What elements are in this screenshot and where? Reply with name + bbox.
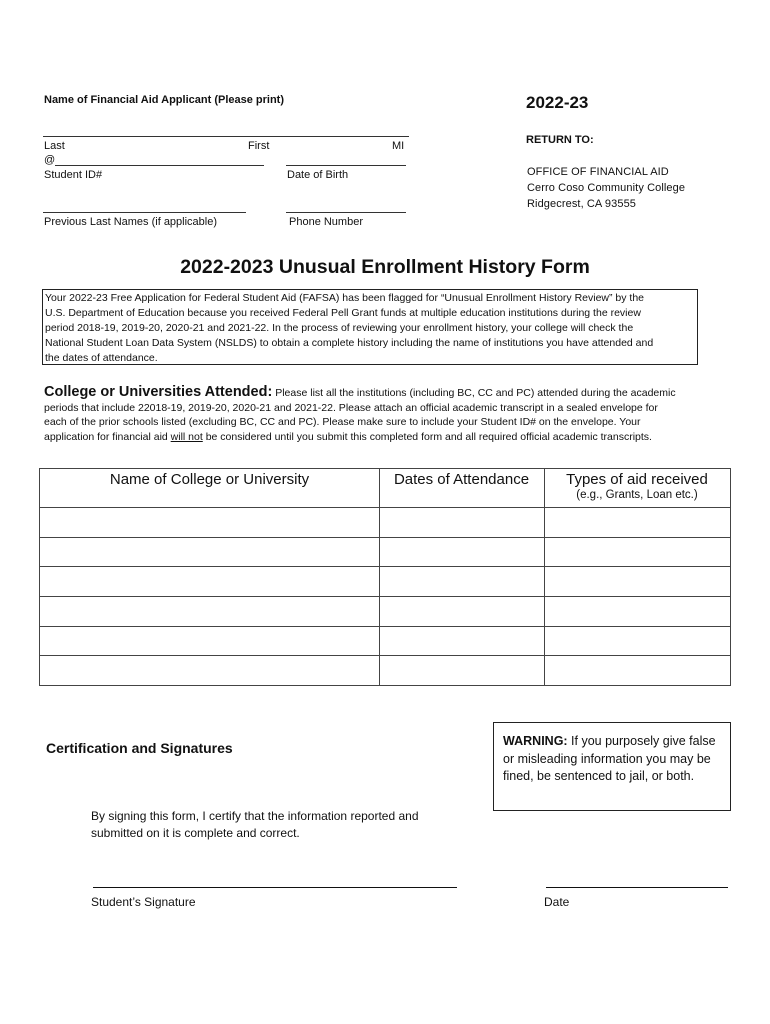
aid-types-column-header: Types of aid received bbox=[566, 471, 708, 488]
warning-label: WARNING: bbox=[503, 734, 568, 748]
colleges-instructions bbox=[44, 385, 744, 444]
first-name-label: First bbox=[248, 140, 270, 152]
aid-year: 2022-23 bbox=[526, 93, 589, 112]
certification-statement bbox=[91, 808, 419, 842]
intro-line: the dates of attendance. bbox=[45, 352, 158, 364]
dates-attendance-column-header: Dates of Attendance bbox=[393, 471, 530, 488]
column-divider bbox=[544, 469, 545, 685]
at-sign: @ bbox=[44, 154, 56, 166]
intro-line: U.S. Department of Education because you received Federal Pell Grant funds at multiple education institutions during the review bbox=[45, 307, 641, 319]
previous-last-names-label: Previous Last Names (if applicable) bbox=[44, 216, 218, 228]
table-row[interactable] bbox=[40, 655, 730, 656]
warning-line bbox=[503, 733, 730, 751]
colleges-line: each of the prior schools listed (excluding BC, CC and PC). Please make sure to include your Student ID# on the envelope. Your bbox=[44, 416, 641, 428]
date-signature-line[interactable] bbox=[546, 887, 728, 888]
table-row[interactable] bbox=[40, 537, 730, 538]
warning-line: fined, be sentenced to jail, or both. bbox=[503, 769, 695, 783]
date-of-birth-input-line[interactable] bbox=[286, 165, 406, 166]
colleges-heading: College or Universities Attended: bbox=[44, 384, 273, 400]
phone-input-line[interactable] bbox=[286, 212, 406, 213]
student-id-input-line[interactable] bbox=[55, 165, 264, 166]
will-not-emphasis: will not bbox=[170, 430, 203, 443]
certification-heading: Certification and Signatures bbox=[46, 740, 233, 756]
previous-names-input-line[interactable] bbox=[43, 212, 246, 213]
college-name-column-header: Name of College or University bbox=[109, 471, 310, 488]
intro-line: period 2018-19, 2019-20, 2020-21 and 2021-22. In the process of reviewing your enrollment history, your college will check the bbox=[45, 322, 634, 334]
student-signature-label: Student’s Signature bbox=[91, 895, 196, 909]
return-to-label: RETURN TO: bbox=[526, 134, 594, 146]
form-title: 2022-2023 Unusual Enrollment History Form bbox=[180, 256, 590, 278]
table-row[interactable] bbox=[40, 596, 730, 597]
colleges-line: periods that include 22018-19, 2019-20, 2020-21 and 2021-22. Please attach an official academic transcript in a sealed envelope for bbox=[44, 401, 658, 414]
warning-line: or misleading information you may be bbox=[503, 751, 711, 766]
colleges-line bbox=[44, 430, 744, 445]
date-of-birth-label: Date of Birth bbox=[287, 169, 349, 181]
last-name-label: Last bbox=[44, 140, 65, 152]
table-row[interactable] bbox=[40, 566, 730, 567]
colleges-text: be considered until you submit this completed form and all required official academic transcripts. bbox=[202, 430, 652, 443]
middle-initial-label: MI bbox=[392, 140, 405, 152]
student-signature-line[interactable] bbox=[93, 887, 457, 888]
institutions-table bbox=[39, 468, 731, 686]
student-id-label: Student ID# bbox=[44, 169, 103, 181]
college-city: Ridgecrest, CA 93555 bbox=[527, 198, 637, 210]
table-row[interactable] bbox=[40, 507, 730, 508]
name-input-line[interactable] bbox=[43, 136, 409, 137]
college-name: Cerro Coso Community College bbox=[527, 182, 686, 194]
certify-line: By signing this form, I certify that the information reported and bbox=[91, 809, 419, 823]
table-row[interactable] bbox=[40, 626, 730, 627]
colleges-text: Please list all the institutions (including BC, CC and PC) attended during the academic bbox=[272, 387, 676, 399]
intro-notice-box bbox=[42, 289, 698, 365]
column-divider bbox=[379, 469, 380, 685]
intro-line: Your 2022-23 Free Application for Federal Student Aid (FAFSA) has been flagged for “Unusual Enrollment History Review” by the bbox=[45, 292, 645, 304]
date-label: Date bbox=[544, 895, 570, 909]
colleges-line bbox=[44, 385, 744, 401]
colleges-text: application for financial aid bbox=[44, 430, 171, 443]
warning-box bbox=[493, 722, 731, 811]
office-name: OFFICE OF FINANCIAL AID bbox=[527, 166, 669, 178]
intro-line: National Student Loan Data System (NSLDS) to obtain a complete history including the name of institutions you have attended and bbox=[45, 337, 654, 349]
applicant-name-heading: Name of Financial Aid Applicant (Please print) bbox=[44, 94, 285, 106]
phone-number-label: Phone Number bbox=[289, 216, 363, 228]
certify-line: submitted on it is complete and correct. bbox=[91, 826, 300, 840]
warning-text: If you purposely give false bbox=[567, 734, 716, 748]
aid-types-example: (e.g., Grants, Loan etc.) bbox=[576, 489, 698, 501]
